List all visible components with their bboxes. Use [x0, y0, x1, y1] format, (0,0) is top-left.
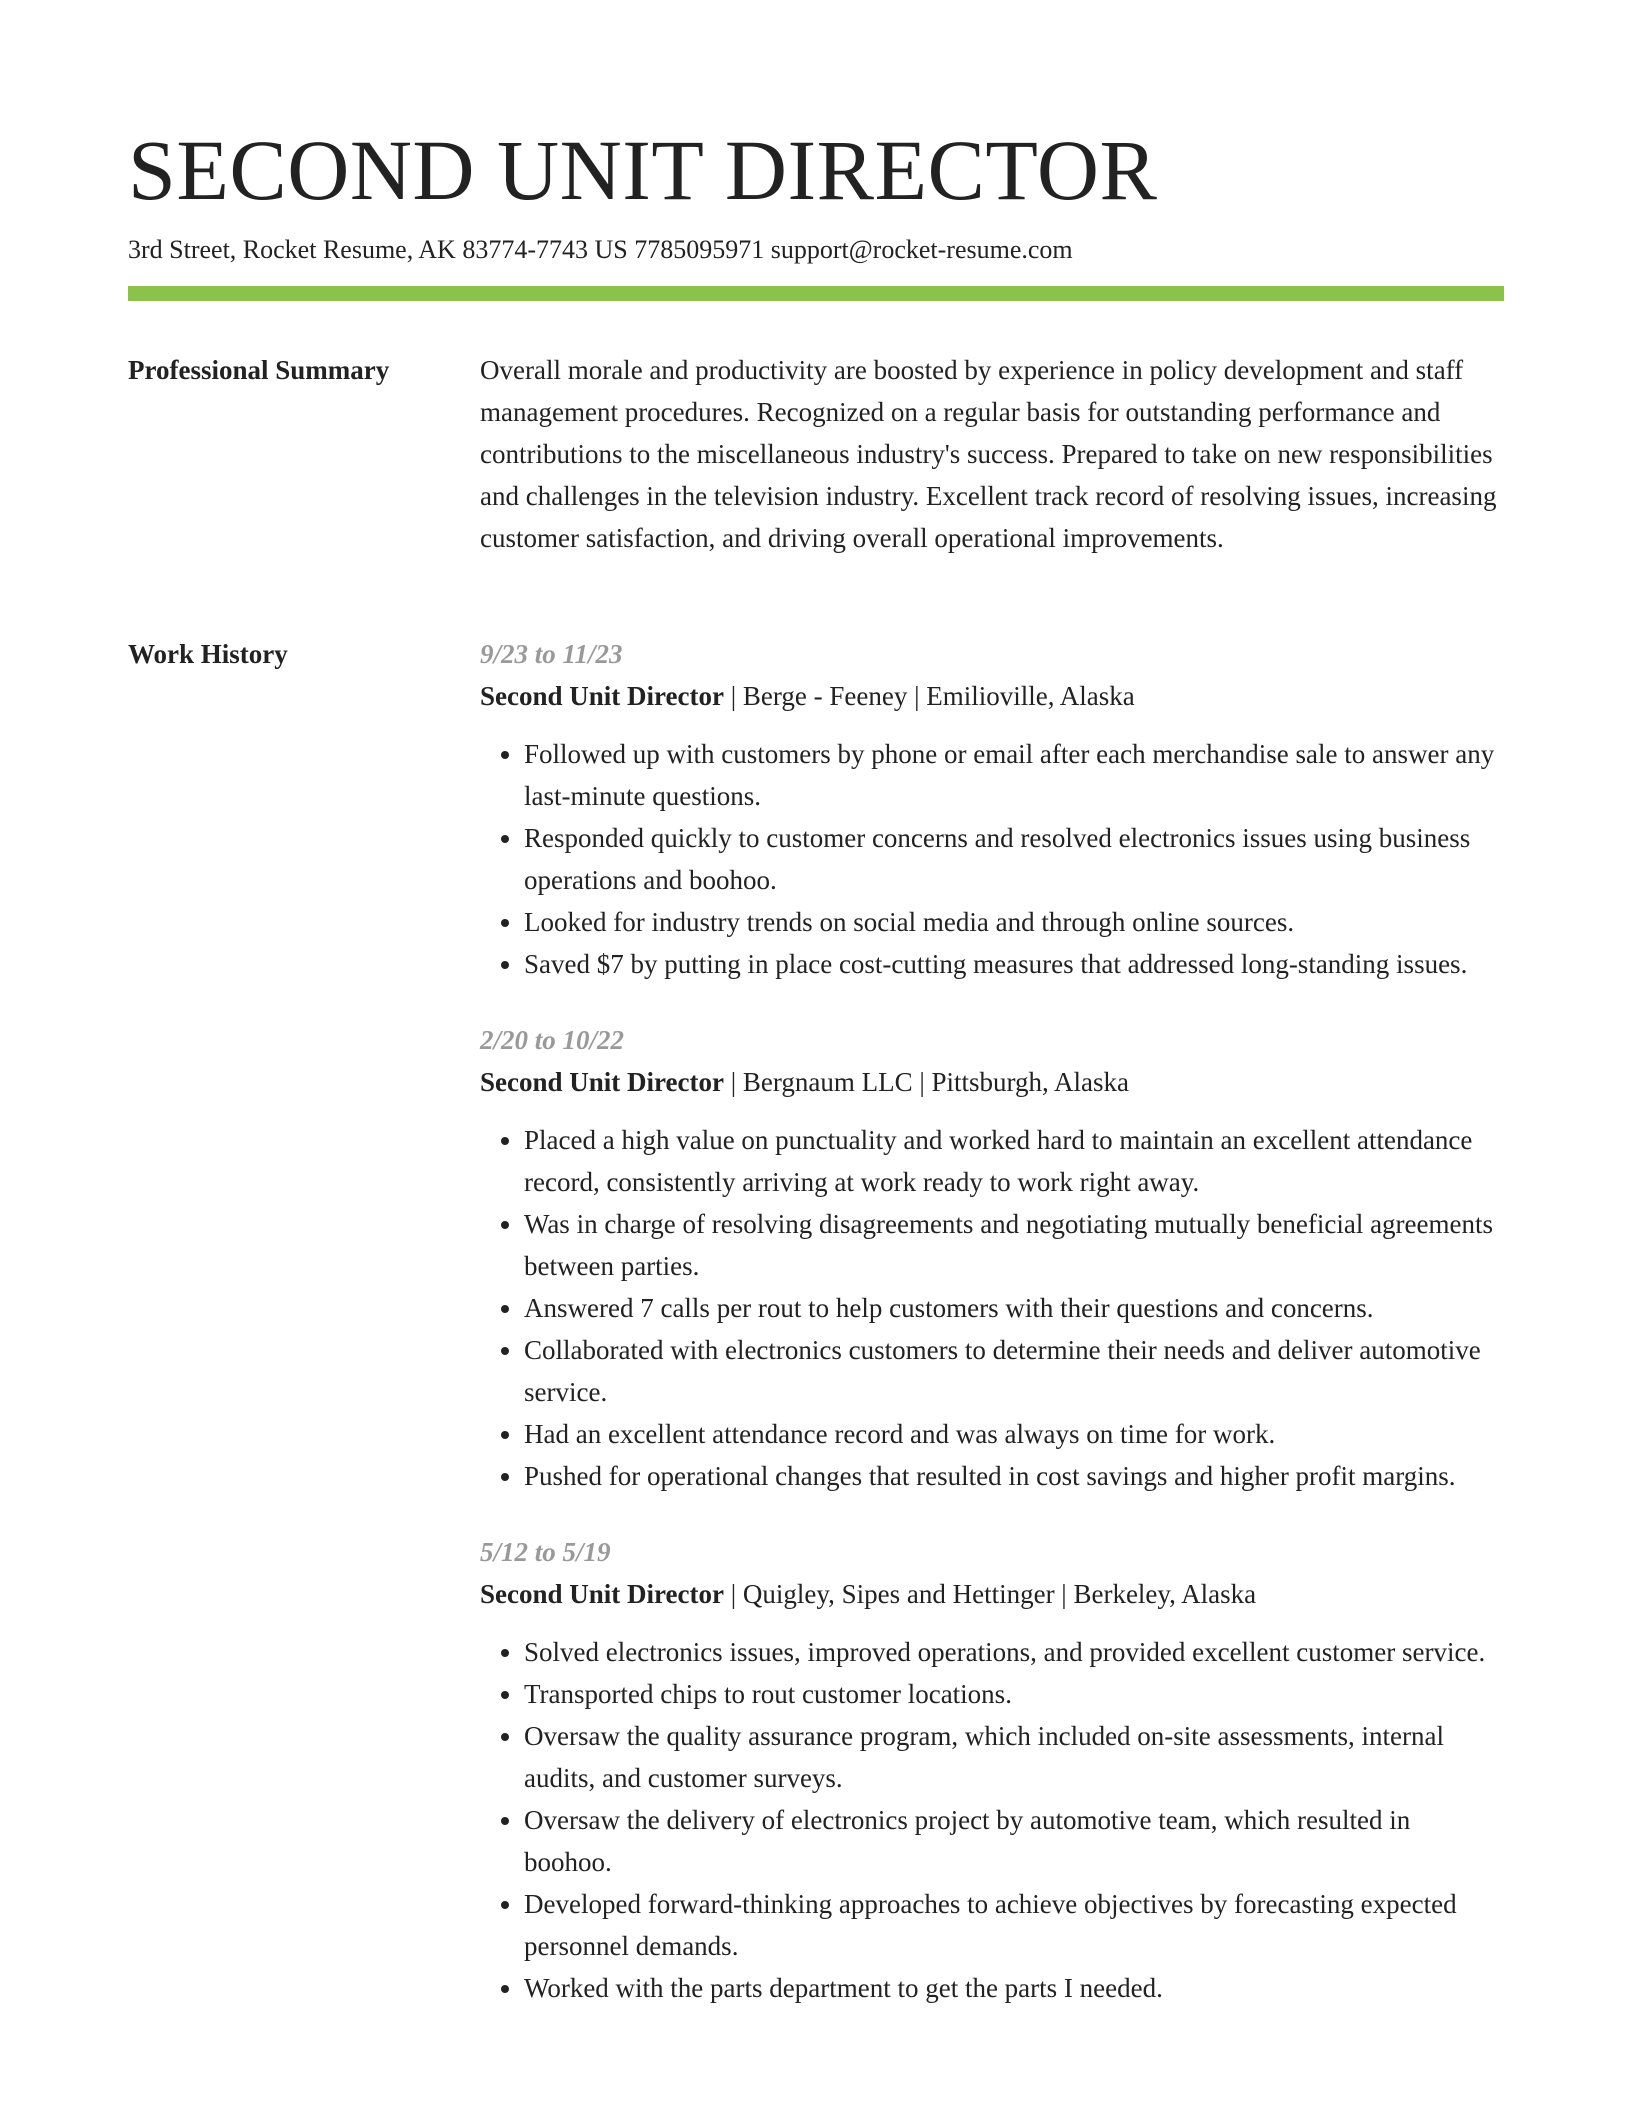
job-title: Second Unit Director: [480, 1067, 724, 1097]
job-bullet: • Solved electronics issues, improved operations, and provided excellent customer service.: [524, 1631, 1504, 1673]
job-title-line: [480, 1061, 1504, 1103]
job-bullet: • Saved $7 by putting in place cost-cutting measures that addressed long-standing issues.: [524, 943, 1504, 985]
job-bullet: • Was in charge of resolving disagreements and negotiating mutually beneficial agreements between parties.: [524, 1203, 1504, 1287]
job-employer-location: | Bergnaum LLC | Pittsburgh, Alaska: [723, 1067, 1130, 1097]
job-bullet: • Had an excellent attendance record and was always on time for work.: [524, 1413, 1504, 1455]
job-bullet: • Collaborated with electronics customers to determine their needs and deliver automotive service.: [524, 1329, 1504, 1413]
job-employer-location: | Quigley, Sipes and Hettinger | Berkeley, Alaska: [723, 1579, 1257, 1609]
summary-text: Overall morale and productivity are boosted by experience in policy development and staff management procedures. Recognized on a regular basis for outstanding performance and contributions to the miscellaneous industry's success. Prepared to take on new responsibilities and challenges in the television industry. Excellent track record of resolving issues, increasing customer satisfaction, and driving overall operational improvements.: [480, 355, 1497, 553]
job-bullet: • Followed up with customers by phone or email after each merchandise sale to answer any last-minute questions.: [524, 733, 1504, 817]
job-bullet: • Pushed for operational changes that resulted in cost savings and higher profit margins.: [524, 1455, 1504, 1497]
section-heading-summary: Professional Summary: [128, 355, 390, 385]
job-bullet: • Worked with the parts department to get the parts I needed.: [524, 1967, 1504, 2009]
job-title: Second Unit Director: [480, 1579, 724, 1609]
job-bullet: • Oversaw the delivery of electronics project by automotive team, which resulted in boohoo.: [524, 1799, 1504, 1883]
job-bullet: • Transported chips to rout customer locations.: [524, 1673, 1504, 1715]
candidate-name: SECOND UNIT DIRECTOR: [128, 122, 1158, 218]
contact-line: 3rd Street, Rocket Resume, AK 83774-7743 US 7785095971 support@rocket-resume.com: [128, 235, 1073, 264]
job-title-line: [480, 675, 1504, 717]
job-dates: 2/20 to 10/22: [480, 1025, 625, 1055]
job-entry: [480, 1019, 1504, 1497]
job-entry: [480, 1531, 1504, 2009]
job-title: Second Unit Director: [480, 681, 724, 711]
section-heading-work-history: Work History: [128, 639, 288, 669]
job-bullet: • Placed a high value on punctuality and worked hard to maintain an excellent attendance record, consistently arriving at work ready to work right away.: [524, 1119, 1504, 1203]
job-dates: 5/12 to 5/19: [480, 1537, 611, 1567]
resume-header: [128, 120, 1504, 270]
accent-divider: [128, 286, 1504, 301]
job-bullets: [480, 733, 1504, 985]
job-bullets: [480, 1631, 1504, 2009]
job-title-line: [480, 1573, 1504, 1615]
job-employer-location: | Berge - Feeney | Emilioville, Alaska: [723, 681, 1135, 711]
job-bullet: • Answered 7 calls per rout to help customers with their questions and concerns.: [524, 1287, 1504, 1329]
job-bullets: [480, 1119, 1504, 1497]
job-bullet: • Responded quickly to customer concerns and resolved electronics issues using business operations and boohoo.: [524, 817, 1504, 901]
work-history-list: [480, 633, 1504, 2043]
job-dates: 9/23 to 11/23: [480, 639, 623, 669]
job-entry: [480, 633, 1504, 985]
job-bullet: • Oversaw the quality assurance program, which included on-site assessments, internal audits, and customer surveys.: [524, 1715, 1504, 1799]
job-bullet: • Developed forward-thinking approaches to achieve objectives by forecasting expected personnel demands.: [524, 1883, 1504, 1967]
job-bullet: • Looked for industry trends on social media and through online sources.: [524, 901, 1504, 943]
